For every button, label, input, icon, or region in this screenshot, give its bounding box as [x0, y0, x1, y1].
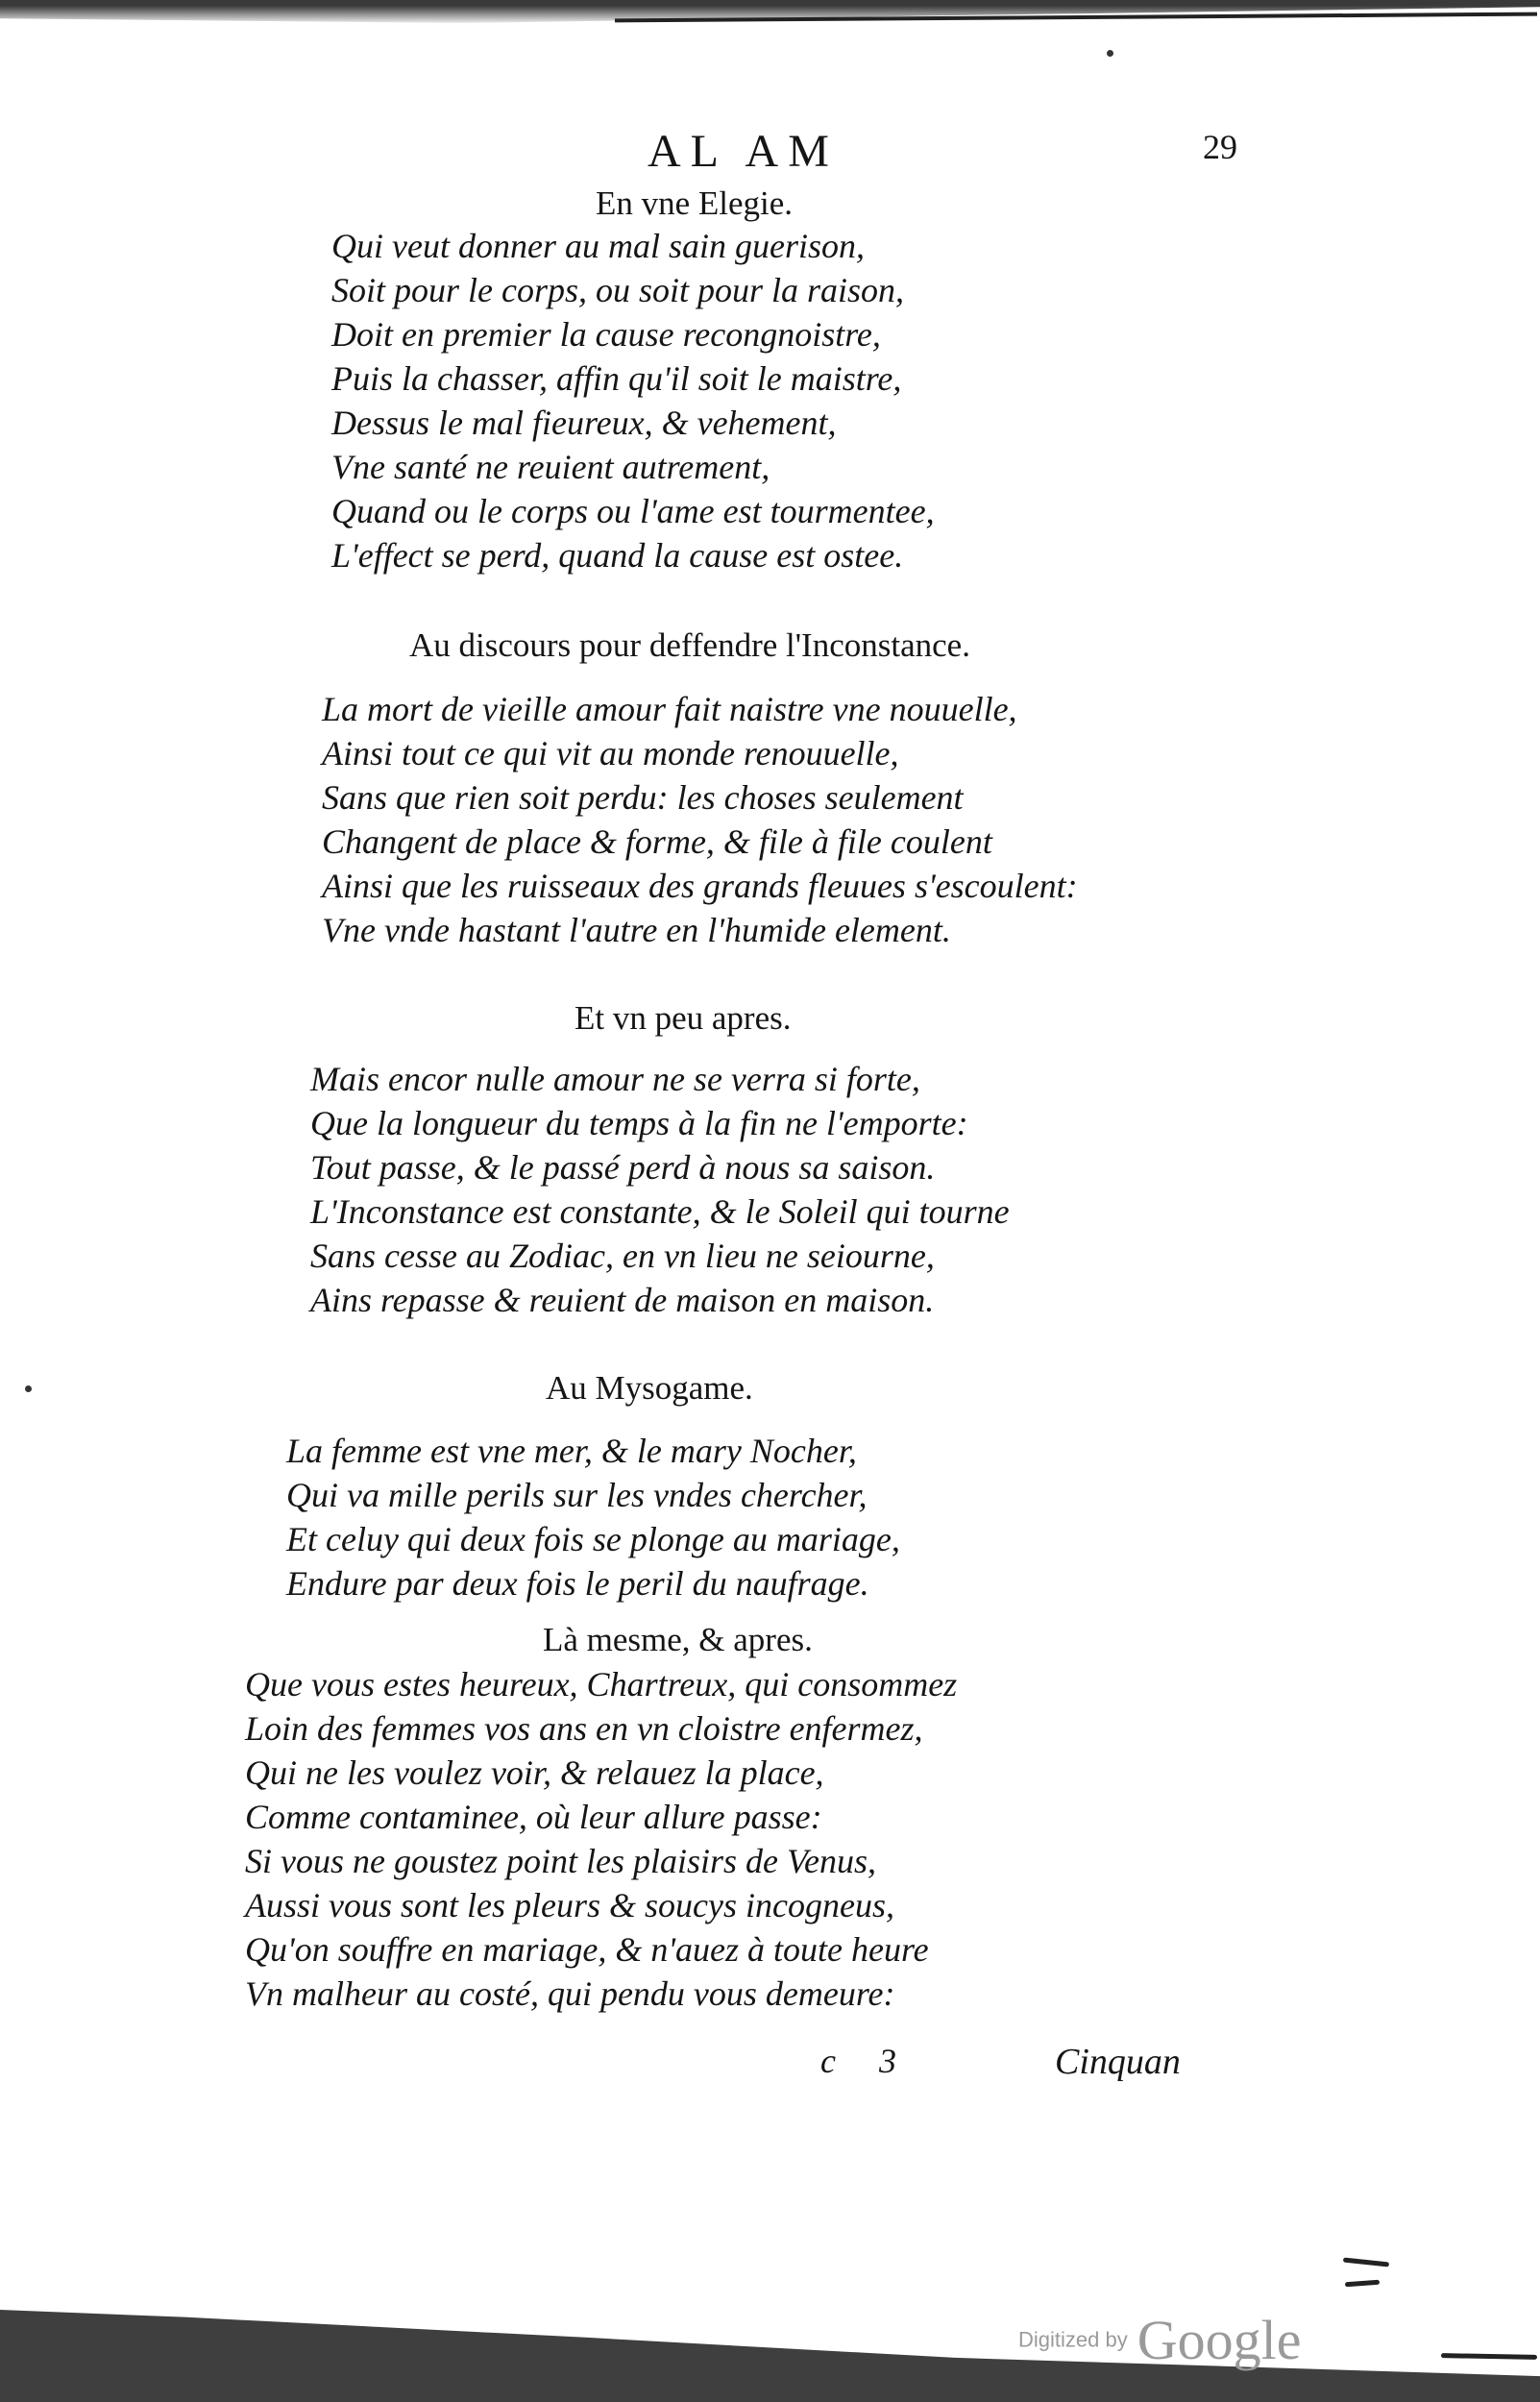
- verse-line: Dessus le mal fieureux, & vehement,: [331, 404, 837, 442]
- ink-speck: [25, 1385, 32, 1392]
- verse-block: [322, 687, 1078, 952]
- signature-mark: c 3: [820, 2042, 914, 2080]
- verse-block: [286, 1429, 900, 1605]
- section-heading: Au discours pour deffendre l'Inconstance.: [409, 626, 970, 664]
- verse-line: Mais encor nulle amour ne se verra si forte,: [310, 1060, 920, 1098]
- watermark-prefix: Digitized by: [1018, 2327, 1128, 2352]
- verse-line: Doit en premier la cause recongnoistre,: [331, 315, 881, 354]
- verse-line: Comme contaminee, où leur allure passe:: [245, 1798, 822, 1836]
- ink-mark: [1441, 2353, 1537, 2360]
- verse-line: Ains repasse & reuient de maison en maison.: [310, 1281, 935, 1319]
- verse-line: Que vous estes heureux, Chartreux, qui consommez: [245, 1665, 958, 1703]
- verse-line: Vne vnde hastant l'autre en l'humide element.: [322, 911, 951, 949]
- verse-line: Vn malheur au costé, qui pendu vous demeure:: [245, 1974, 895, 2013]
- verse-line: Endure par deux fois le peril du naufrage.: [286, 1564, 869, 1603]
- verse-line: Qui ne les voulez voir, & relauez la place,: [245, 1753, 824, 1792]
- verse-line: Sans que rien soit perdu: les choses seulement: [322, 778, 964, 817]
- verse-line: Qui va mille perils sur les vndes chercher,: [286, 1476, 868, 1514]
- verse-line: Ainsi que les ruisseaux des grands fleuues s'escoulent:: [322, 867, 1078, 905]
- verse-line: Vne santé ne reuient autrement,: [331, 448, 770, 486]
- verse-line: Qui veut donner au mal sain guerison,: [331, 227, 865, 265]
- page-number: 29: [1203, 128, 1237, 166]
- verse-line: L'effect se perd, quand la cause est ostee.: [331, 536, 904, 575]
- section-heading: Là mesme, & apres.: [543, 1621, 813, 1658]
- verse-block: [331, 224, 935, 577]
- verse-line: Que la longueur du temps à la fin ne l'emporte:: [310, 1104, 968, 1142]
- google-logo: Google: [1137, 2309, 1302, 2371]
- verse-block: [310, 1057, 1010, 1322]
- verse-line: La mort de vieille amour fait naistre vne nouuelle,: [322, 690, 1017, 728]
- verse-line: Soit pour le corps, ou soit pour la raison,: [331, 271, 905, 309]
- verse-line: Si vous ne goustez point les plaisirs de Venus,: [245, 1842, 876, 1880]
- running-head: AL AM: [648, 126, 839, 177]
- verse-line: Aussi vous sont les pleurs & soucys incogneus,: [245, 1886, 894, 1924]
- verse-line: Quand ou le corps ou l'ame est tourmentee,: [331, 492, 935, 530]
- verse-line: L'Inconstance est constante, & le Soleil qui tourne: [310, 1192, 1010, 1231]
- ink-mark: [1345, 2280, 1380, 2287]
- verse-block: [245, 1662, 957, 2016]
- section-heading: Au Mysogame.: [546, 1369, 753, 1407]
- section-heading: Et vn peu apres.: [574, 999, 792, 1037]
- verse-line: Loin des femmes vos ans en vn cloistre enfermez,: [245, 1709, 923, 1748]
- verse-line: Puis la chasser, affin qu'il soit le maistre,: [331, 359, 902, 398]
- verse-line: Changent de place & forme, & file à file coulent: [322, 822, 992, 861]
- catchword: Cinquan: [1055, 2042, 1181, 2082]
- ink-speck: [1107, 50, 1113, 57]
- verse-line: La femme est vne mer, & le mary Nocher,: [286, 1432, 857, 1470]
- google-watermark: [1018, 2308, 1301, 2372]
- section-heading: En vne Elegie.: [596, 184, 794, 222]
- verse-line: Et celuy qui deux fois se plonge au mariage,: [286, 1520, 900, 1558]
- verse-line: Sans cesse au Zodiac, en vn lieu ne seiourne,: [310, 1237, 935, 1275]
- verse-line: Tout passe, & le passé perd à nous sa saison.: [310, 1148, 936, 1187]
- verse-line: Qu'on souffre en mariage, & n'auez à toute heure: [245, 1930, 929, 1969]
- scan-edge-bottom: [0, 2310, 1540, 2402]
- verse-line: Ainsi tout ce qui vit au monde renouuelle,: [322, 734, 899, 772]
- ink-mark: [1343, 2258, 1389, 2267]
